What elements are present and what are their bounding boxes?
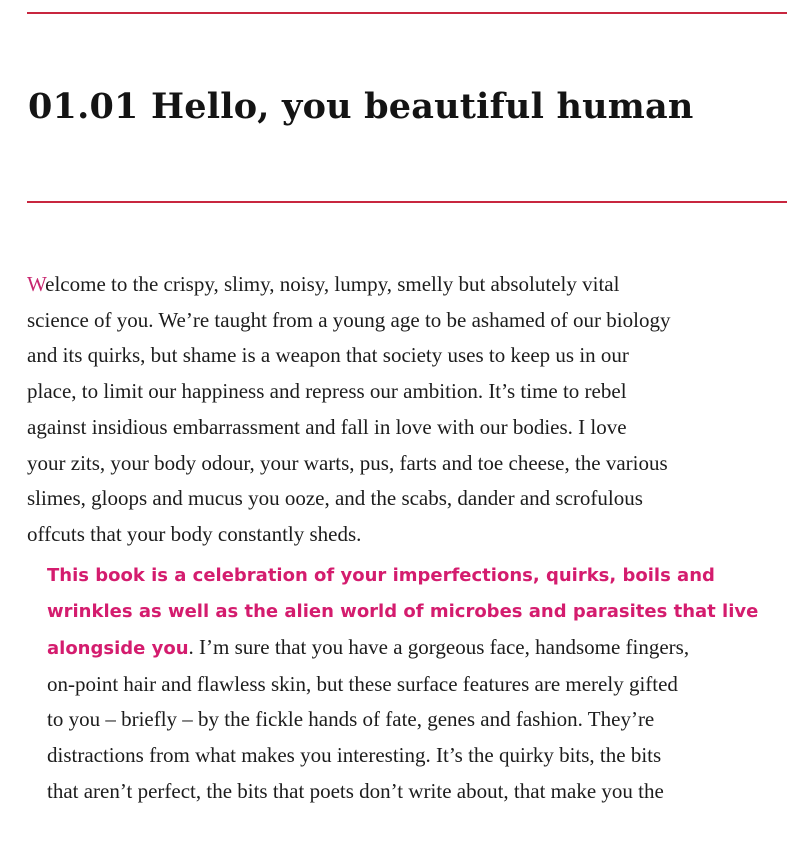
paragraph-1-line-7: slimes, gloops and mucus you ooze, and the scabs, dander and scrofulous	[27, 486, 643, 511]
highlight-text: This book is a celebration of your imperfections, quirks, boils and	[47, 564, 715, 586]
paragraph-1-line-4: place, to limit our happiness and repress our ambition. It’s time to rebel	[27, 379, 627, 404]
line-text: elcome to the crispy, slimy, noisy, lumpy, smelly but absolutely vital	[45, 272, 620, 296]
title-divider	[27, 201, 787, 203]
paragraph-1	[27, 267, 777, 553]
paragraph-2-line-5: to you – briefly – by the fickle hands of fate, genes and fashion. They’re	[47, 707, 655, 732]
paragraph-1-line-1	[27, 267, 777, 303]
paragraph-2-line-3	[27, 630, 777, 667]
highlight-text: wrinkles as well as the alien world of microbes and parasites that live	[47, 601, 759, 623]
paragraph-1-line-5: against insidious embarrassment and fall in love with our bodies. I love	[27, 414, 627, 439]
chapter-title: 01.01 Hello, you beautiful human	[28, 86, 694, 127]
line-text: . I’m sure that you have a gorgeous face, handsome fingers,	[188, 635, 690, 660]
paragraph-1-line-6: your zits, your body odour, your warts, pus, farts and toe cheese, the various	[27, 450, 668, 475]
paragraph-2	[27, 557, 777, 810]
paragraph-1-line-3: and its quirks, but shame is a weapon that society uses to keep us in our	[27, 343, 629, 368]
paragraph-2-line-4: on-point hair and flawless skin, but these surface features are merely gifted	[47, 671, 678, 696]
paragraph-1-line-2: science of you. We’re taught from a young age to be ashamed of our biology	[27, 307, 671, 332]
paragraph-2-line-6: distractions from what makes you interesting. It’s the quirky bits, the bits	[47, 743, 662, 768]
body-text	[27, 267, 777, 810]
highlight-text: alongside you	[47, 638, 189, 660]
paragraph-1-line-8: offcuts that your body constantly sheds.	[27, 521, 362, 546]
paragraph-2-line-1	[27, 557, 777, 594]
paragraph-2-line-2	[27, 593, 777, 630]
paragraph-2-line-7: that aren’t perfect, the bits that poets don’t write about, that make you the	[47, 778, 664, 803]
first-letter: W	[27, 272, 46, 296]
top-divider	[27, 12, 787, 14]
